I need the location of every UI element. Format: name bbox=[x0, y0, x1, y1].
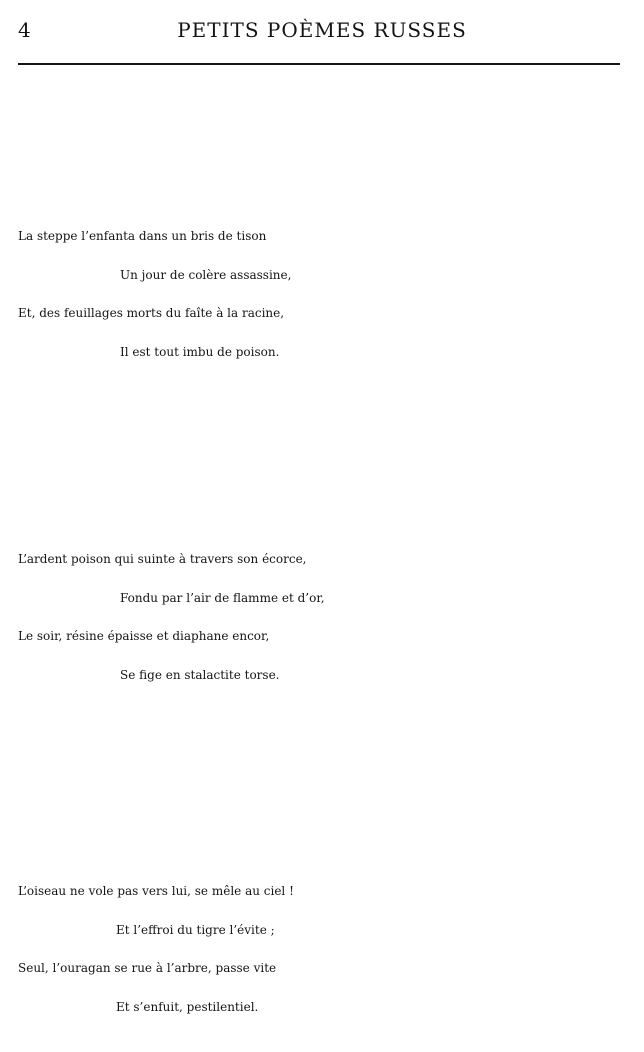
verse-line: Fondu par l’air de flamme et d’or, bbox=[120, 590, 325, 605]
verse-line: Il est tout imbu de poison. bbox=[120, 344, 280, 359]
verse-line: Le soir, résine épaisse et diaphane encor, bbox=[18, 629, 270, 643]
page-number: 4 bbox=[18, 18, 31, 42]
verse-line: Et s’enfuit, pestilentiel. bbox=[116, 999, 259, 1014]
verse-line: Un jour de colère assassine, bbox=[120, 267, 292, 282]
verse-line: Et l’effroi du tigre l’évite ; bbox=[116, 922, 275, 937]
verse-line: L’oiseau ne vole pas vers lui, se mêle au ciel ! bbox=[18, 884, 294, 898]
verse-line: Seul, l’ouragan se rue à l’arbre, passe vite bbox=[18, 961, 277, 975]
verse-line: Se fige en stalactite torse. bbox=[120, 667, 280, 682]
stanza-1 bbox=[0, 217, 644, 371]
header-rule bbox=[18, 63, 620, 65]
running-title: PETITS POÈMES RUSSES bbox=[177, 18, 467, 42]
verse-line: L’ardent poison qui suinte à travers son écorce, bbox=[18, 552, 307, 566]
verse-line: La steppe l’enfanta dans un bris de tison bbox=[18, 229, 267, 243]
stanza-2 bbox=[0, 540, 644, 694]
stanza-3 bbox=[0, 872, 644, 1026]
verse-line: Et, des feuillages morts du faîte à la racine, bbox=[18, 306, 285, 320]
